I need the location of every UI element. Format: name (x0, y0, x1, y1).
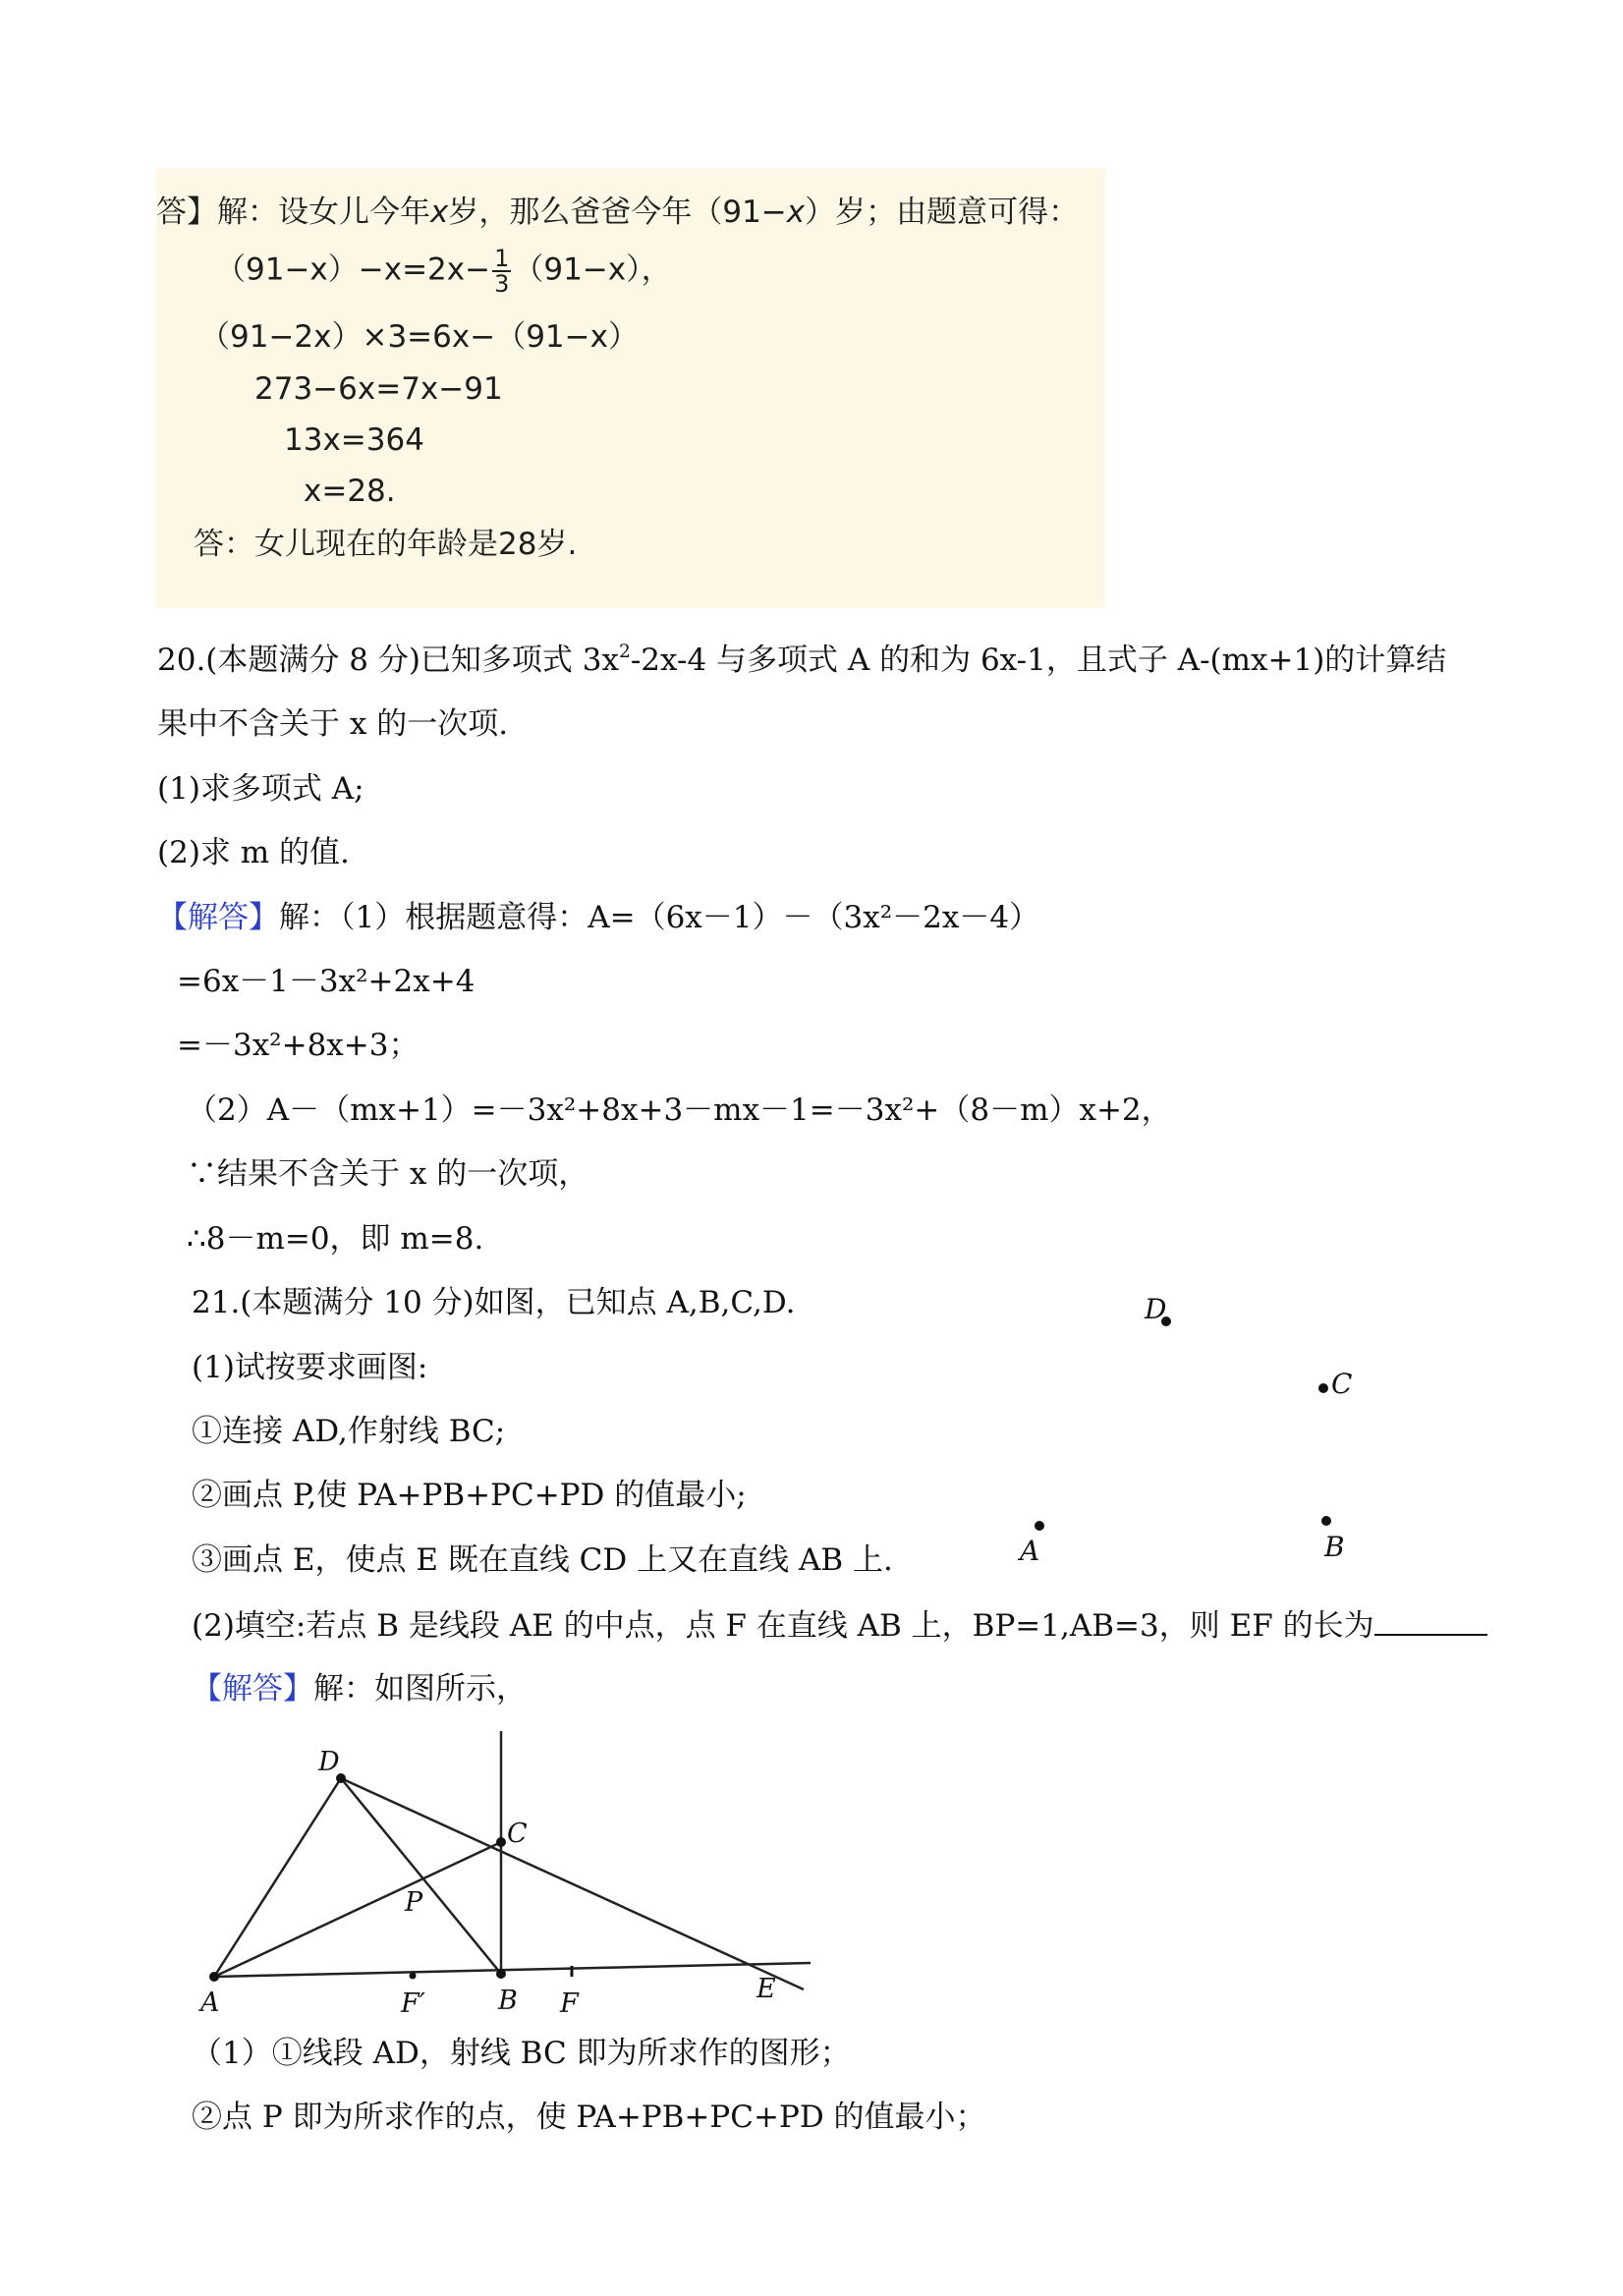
q21-part-1a: ①连接 AD,作射线 BC; (192, 1414, 506, 1449)
q21-part-1c: ③画点 E，使点 E 既在直线 CD 上又在直线 AB 上. (192, 1542, 893, 1578)
solution-figure (187, 1719, 825, 2034)
box-line-2: （91−x）−x=2x− $\frac{1}{3}$ （91−x）， (215, 245, 672, 298)
box-line-7: 答：女儿现在的年龄是28岁. (194, 527, 578, 562)
q21-answer-1: （1）①线段 AD，射线 BC 即为所求作的图形； (192, 2036, 851, 2071)
q21-solution-intro: 【解答】解：如图所示， (192, 1671, 527, 1707)
q21-part-1: (1)试按要求画图: (192, 1350, 428, 1385)
label-f-prime: F′ (401, 1988, 425, 2019)
label-b: B (1324, 1531, 1345, 1563)
q20-part-1: (1)求多项式 A; (157, 771, 364, 807)
q20-solution-1: 【解答】解：（1）根据题意得：A=（6x－1）－（3x²－2x－4） (157, 900, 1040, 935)
answer-blank (1374, 1604, 1487, 1636)
points-figure (992, 1277, 1405, 1572)
q21-part-1b: ②画点 P,使 PA+PB+PC+PD 的值最小; (192, 1478, 747, 1513)
q20-part-2: (2)求 m 的值. (157, 835, 350, 870)
label-a2: A (200, 1988, 220, 2018)
box-line-3: （91−2x）×3=6x−（91−x） (199, 319, 639, 355)
line-ab (214, 1963, 811, 1977)
q20-line-1: 20.(本题满分 8 分)已知多项式 $3x^2-2x-4$ 与多项式 A 的和为 6x-1，且式子 A-(mx+1)的计算结 (157, 641, 1447, 678)
label-a: A (1020, 1535, 1040, 1567)
label-b2: B (498, 1986, 518, 2016)
point-b2 (496, 1969, 506, 1979)
q21-title: 21.(本题满分 10 分)如图，已知点 A,B,C,D. (192, 1285, 796, 1320)
label-e: E (756, 1974, 776, 2004)
q20-line-2: 果中不含关于 x 的一次项. (157, 706, 509, 742)
point-a (1035, 1521, 1044, 1531)
q21-part-2: (2)填空:若点 B 是线段 AE 的中点，点 F 在直线 AB 上，BP=1,AB=3，则 EF 的长为 (192, 1604, 1487, 1646)
q20-solution-3: =－3x²+8x+3； (177, 1028, 420, 1063)
point-c (1318, 1383, 1328, 1393)
q21-answer-2: ②点 P 即为所求作的点，使 PA+PB+PC+PD 的值最小； (192, 2100, 986, 2135)
point-c2 (496, 1837, 506, 1847)
box-line-4: 273−6x=7x−91 (254, 371, 503, 407)
segment-db (341, 1778, 501, 1974)
label-d: D (1145, 1293, 1167, 1325)
q20-solution-4: （2）A－（mx+1）=－3x²+8x+3－mx－1=－3x²+（8－m）x+2， (187, 1092, 1172, 1128)
label-c2: C (507, 1819, 528, 1849)
box-line-5: 13x=364 (284, 422, 424, 458)
q20-solution-6: ∴8－m=0，即 m=8. (187, 1221, 484, 1257)
label-p: P (405, 1887, 423, 1918)
label-d2: D (318, 1747, 340, 1777)
box-line-6: x=28. (304, 474, 396, 509)
answer-tag: 【解答】 (157, 900, 279, 935)
point-b (1321, 1516, 1331, 1526)
label-f: F (560, 1988, 579, 2019)
answer-tag: 【解答】 (192, 1671, 313, 1707)
box-line-1: 答】解：设女儿今年x岁，那么爸爸今年（91−x）岁；由题意可得： (156, 195, 1080, 230)
point-a2 (209, 1972, 219, 1982)
label-c: C (1331, 1368, 1353, 1400)
point-f-prime (410, 1973, 417, 1980)
q20-solution-2: =6x－1－3x²+2x+4 (177, 964, 476, 999)
q20-solution-5: ∵结果不含关于 x 的一次项， (187, 1156, 589, 1192)
previous-solution-box (156, 168, 1105, 608)
